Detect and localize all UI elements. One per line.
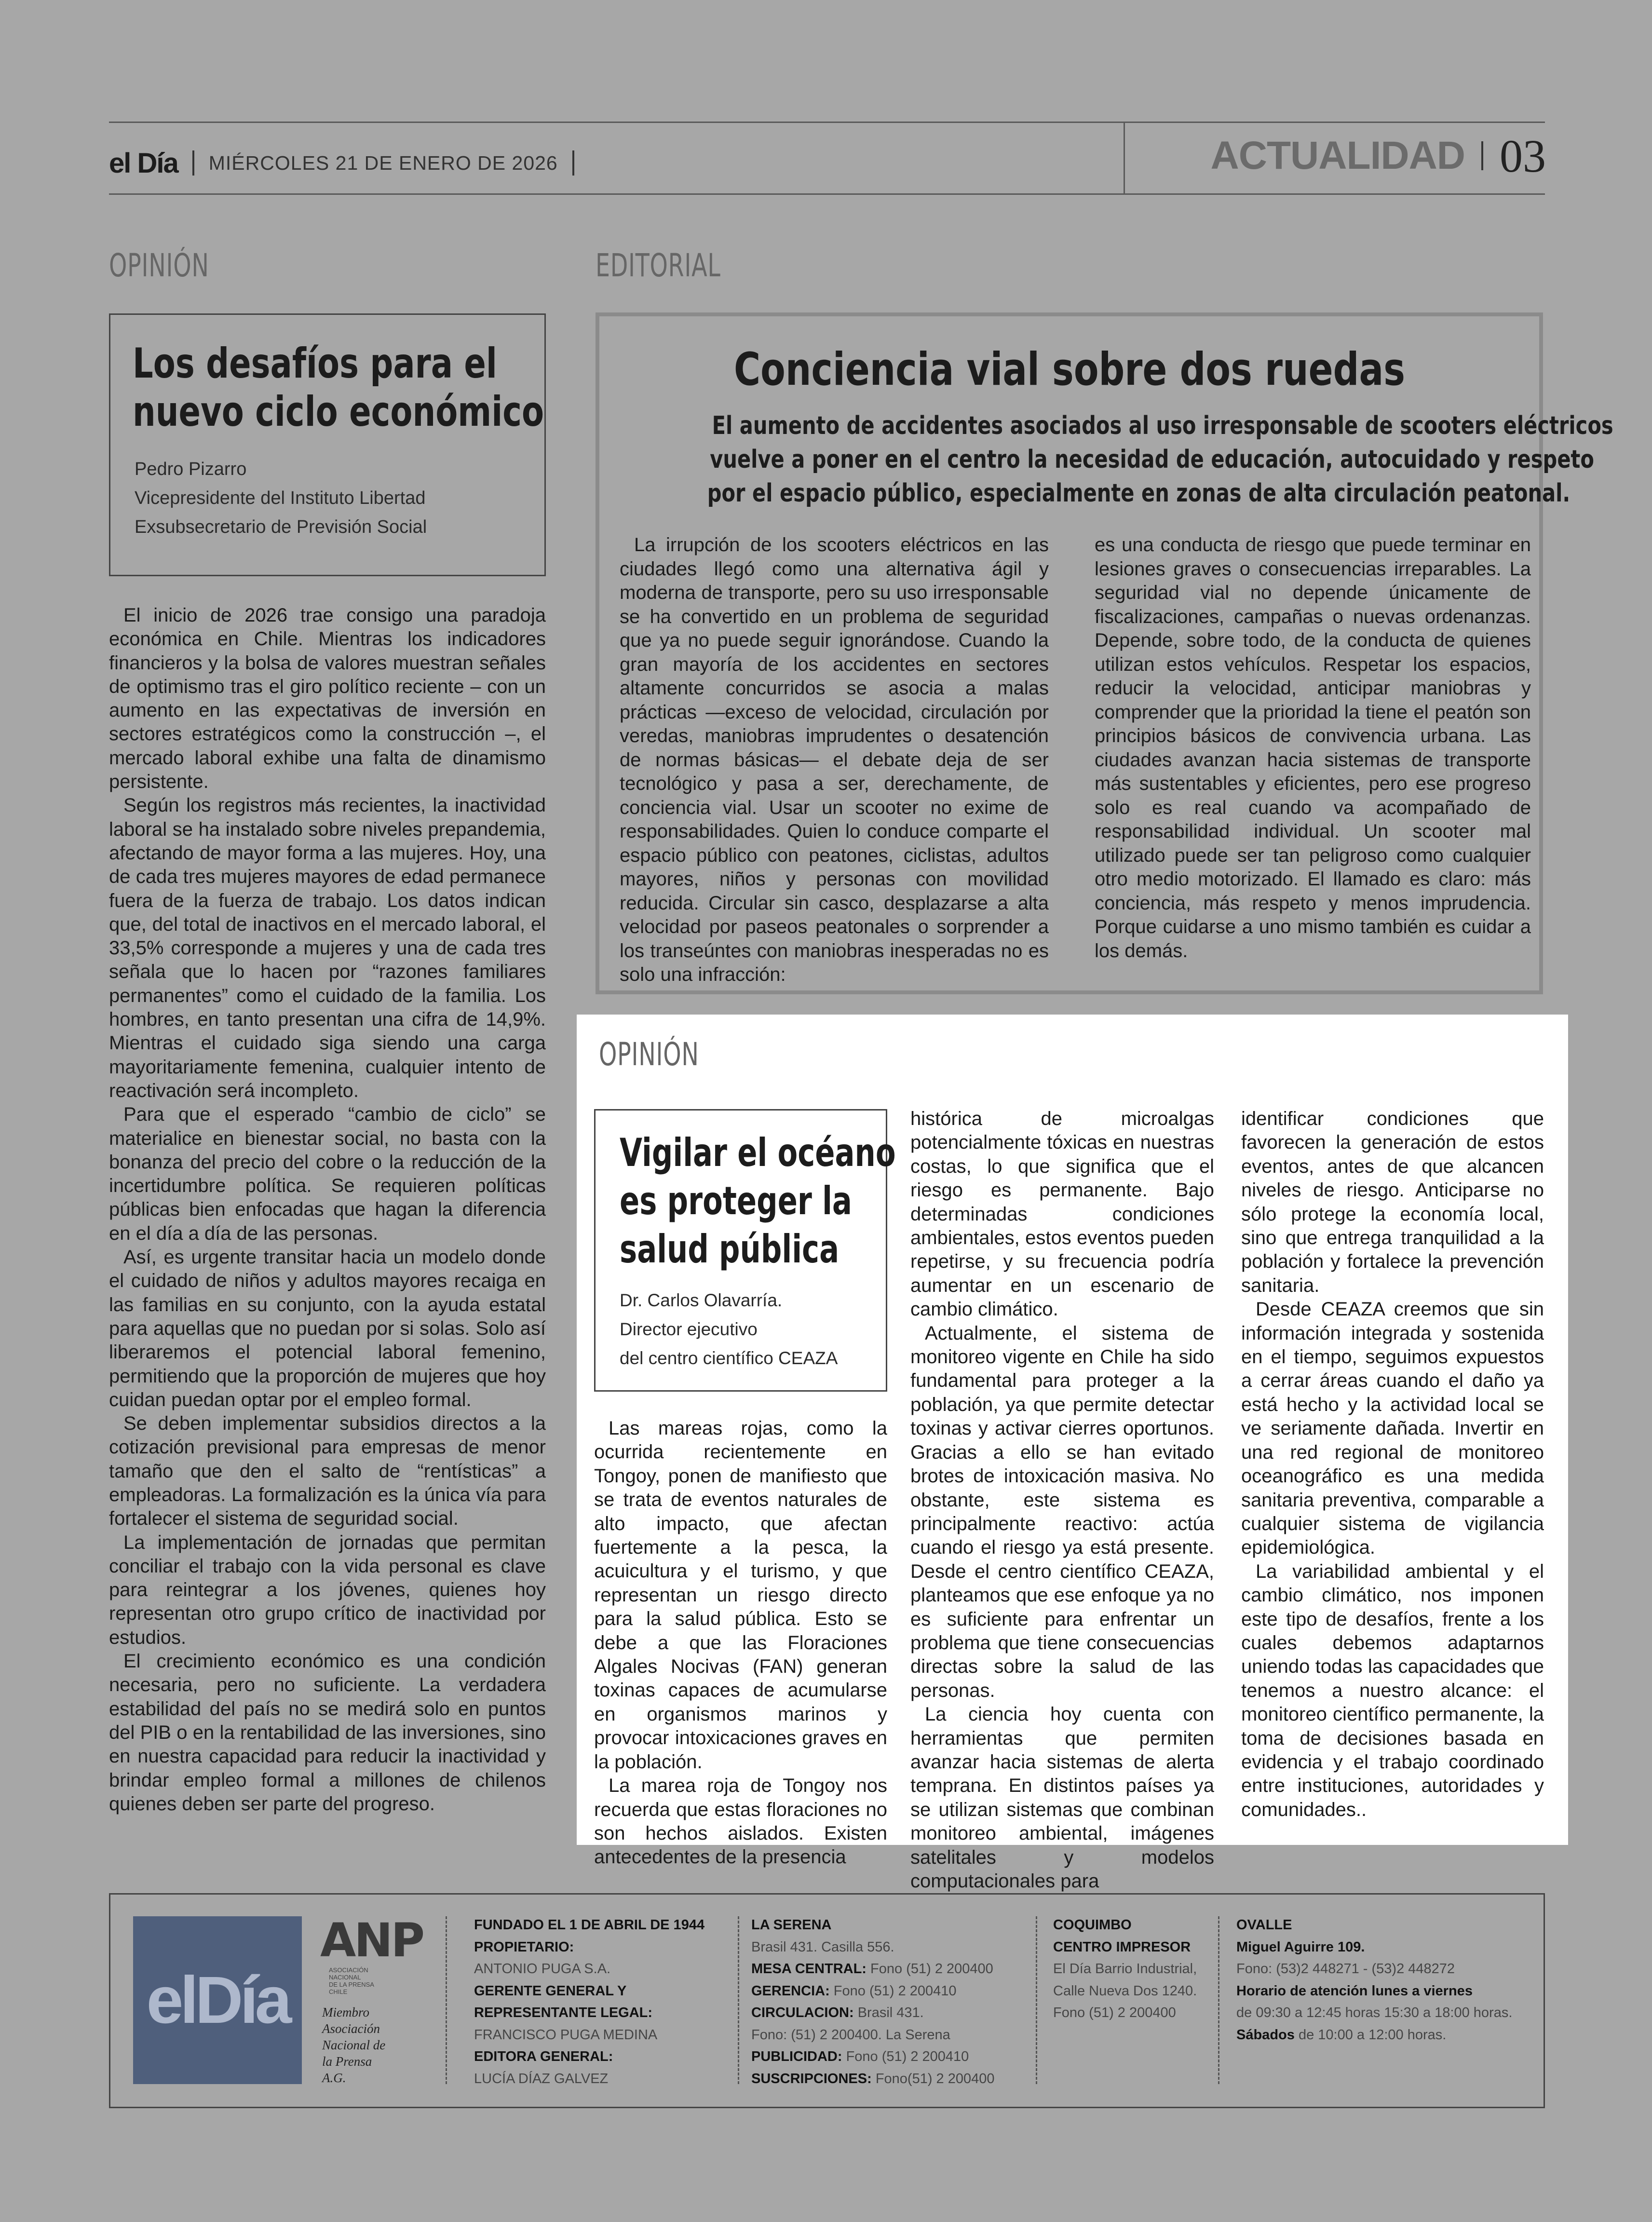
paragraph: histórica de microalgas potencialmente tóxicas en nuestras costas, lo que significa que el riesgo es permanente. Bajo determinadas condiciones ambientales, estos eventos pueden repetirse, y su frecuencia podría aumentar en un escenario de cambio climático. bbox=[910, 1108, 1214, 1320]
author-name: Dr. Carlos Olavarría. bbox=[620, 1290, 783, 1310]
contact-value: Fono: (53)2 448271 - (53)2 448272 bbox=[1236, 1961, 1455, 1977]
hours-label: Sábados bbox=[1236, 2027, 1295, 2043]
article-title-line: es proteger la bbox=[620, 1179, 852, 1223]
opinion-right-col-1 bbox=[594, 1417, 887, 1870]
brand-name: el Día bbox=[109, 147, 178, 179]
contact-value: Brasil 431. bbox=[857, 2005, 924, 2020]
paragraph: identificar condiciones que favorecen la generación de estos eventos, antes de que alcancen niveles de riesgo. Anticiparse no sólo protege la economía local, sino que entrega tranquilidad a la población y fortalece la prevención sanitaria. bbox=[1241, 1108, 1544, 1296]
header-bottom-rule bbox=[109, 193, 1545, 195]
founded-label: FUNDADO EL 1 DE ABRIL DE 1944 bbox=[474, 1917, 705, 1933]
opinion-kicker: OPINIÓN bbox=[109, 247, 209, 284]
footer-coquimbo bbox=[1053, 1914, 1197, 2024]
hours-label: Horario de atención lunes a viernes bbox=[1236, 1983, 1473, 1999]
author-name: Pedro Pizarro bbox=[135, 459, 247, 479]
paragraph: es una conducta de riesgo que puede terminar en lesiones graves o consecuencias irreparables. La seguridad vial no depende únicamente de fiscalizaciones, campañas o nuevas ordenanzas. Depende, sobre todo, de la conducta de quienes utilizan estos vehículos. Respetar los espacios, reducir la velocidad, anticipar maniobras y comprender que la prioridad la tiene el peatón son principios básicos de convivencia urbana. Las ciudades avanzan hacia sistemas de transporte más sustentables y eficientes, pero ese progreso solo es real cuando va acompañado de responsabilidad individual. Un scooter mal utilizado puede ser tan peligroso como cualquier otro medio motorizado. El llamado es claro: más conciencia, más respeto y menos imprudencia. Porque cuidarse a uno mismo también es cuidar a los demás. bbox=[1095, 534, 1531, 962]
contact-value: Fono (51) 2 200410 bbox=[846, 2049, 969, 2064]
opinion-right-title-box bbox=[594, 1109, 896, 1392]
article-title-line: salud pública bbox=[620, 1227, 840, 1272]
anp-mark: ANP bbox=[320, 1913, 423, 1967]
article-title-line: Los desafíos para el bbox=[133, 339, 497, 388]
anp-logo bbox=[320, 1913, 423, 1995]
footer-divider bbox=[1036, 1916, 1037, 2084]
office-address: Miguel Aguirre 109. bbox=[1236, 1939, 1365, 1955]
membership-line: Nacional de bbox=[322, 2038, 386, 2052]
manager-value: FRANCISCO PUGA MEDINA bbox=[474, 2027, 658, 2043]
logo-text: elDía bbox=[146, 1963, 289, 2037]
paragraph: Actualmente, el sistema de monitoreo vigente en Chile ha sido fundamental para proteger a la población, ya que permite detectar toxinas y activar cierres oportunos. Gracias a ello se han evitado brotes de intoxicación masiva. No obstante, este sistema es principalmente reactivo: actúa cuando el riesgo ya está presente. Desde el centro científico CEAZA, planteamos que ese enfoque ya no es suficiente para enfrentar un problema que tiene consecuencias directas sobre la salud de las personas. bbox=[910, 1322, 1214, 1701]
footer-ovalle bbox=[1236, 1914, 1512, 2046]
opinion-left-title-box bbox=[109, 313, 546, 576]
paragraph: Según los registros más recientes, la inactividad laboral se ha instalado sobre niveles prepandemia, afectando de mayor forma a las mujeres. Hoy, una de cada tres mujeres mayores de edad permanece fuera de la fuerza de trabajo. Los datos indican que, del total de inactivos en el mercado laboral, el 33,5% corresponde a mujeres y una de cada tres señala que lo hacen por “razones familiares permanentes” como el cuidado de la familia. Los hombres, en tanto presentan una cifra de 14,9%. Mientras el cuidado siga siendo una carga mayoritariamente femenina, cualquier intento de reactivación será incompleto. bbox=[109, 795, 546, 1101]
opinion-right-col-2 bbox=[910, 1107, 1214, 1893]
footer-divider bbox=[738, 1916, 739, 2084]
article-title-line: Vigilar el océano bbox=[620, 1130, 896, 1175]
contact-value: Fono (51) 2 200400 bbox=[1053, 2005, 1176, 2020]
owner-value: ANTONIO PUGA S.A. bbox=[474, 1961, 611, 1977]
editorial-title bbox=[599, 343, 1539, 396]
lead-line-text: El aumento de accidentes asociados al uso irresponsable de scooters eléctricos bbox=[712, 411, 1613, 440]
contact-value: Fono: (51) 2 200400. La Serena bbox=[751, 2027, 950, 2043]
office-title: OVALLE bbox=[1236, 1917, 1292, 1933]
issue-date: MIÉRCOLES 21 DE ENERO DE 2026 bbox=[208, 151, 558, 174]
contact-label: SUSCRIPCIONES: bbox=[751, 2071, 872, 2087]
author-role: del centro científico CEAZA bbox=[620, 1348, 838, 1368]
section-header bbox=[1211, 129, 1546, 182]
anp-small-line: NACIONAL bbox=[329, 1974, 361, 1981]
membership-line: la Prensa bbox=[322, 2054, 372, 2069]
office-title: COQUIMBO bbox=[1053, 1917, 1132, 1933]
paragraph: Para que el esperado “cambio de ciclo” se materialice en bienestar social, no basta con la bonanza del precio del cobre o la reducción de la incertidumbre política. Se requieren políticas públicas bien enfocadas que hagan la diferencia en el día a día de las personas. bbox=[109, 1104, 546, 1244]
footer-credits bbox=[474, 1914, 704, 2090]
opinion-right-col-3 bbox=[1241, 1107, 1544, 1822]
hours-value: de 10:00 a 12:00 horas. bbox=[1298, 2027, 1447, 2043]
office-address: Calle Nueva Dos 1240. bbox=[1053, 1983, 1197, 1999]
owner-label: PROPIETARIO: bbox=[474, 1939, 574, 1955]
hours-value: de 09:30 a 12:45 horas 15:30 a 18:00 horas. bbox=[1236, 2005, 1513, 2020]
anp-membership bbox=[322, 2004, 385, 2086]
paragraph: Se deben implementar subsidios directos a la cotización previsional para empresas de menor tamaño que den el salto de “rentísticas” a empleadoras. La formalización es la única vía para fortalecer el sistema de seguridad social. bbox=[109, 1413, 546, 1530]
editorial-col-1 bbox=[620, 533, 1049, 987]
paragraph: Desde CEAZA creemos que sin información integrada y sostenida en el tiempo, seguimos expuestos a cerrar áreas cuando el daño ya está hecho y la actividad local se ve seriamente dañada. Invertir en una red regional de monitoreo oceanográfico es una medida sanitaria preventiva, comparable a cualquier sistema de vigilancia epidemiológica. bbox=[1241, 1299, 1544, 1558]
membership-line: Miembro bbox=[322, 2005, 369, 2019]
paragraph: El inicio de 2026 trae consigo una paradoja económica en Chile. Mientras los indicadores financieros y la bolsa de valores muestran señales de optimismo tras el giro político reciente – con un aumento en las expectativas de inversión en sectores estratégicos como la construcción –, el mercado laboral exhibe una falta de dinamismo persistente. bbox=[109, 605, 546, 793]
footer-divider bbox=[1218, 1916, 1219, 2084]
editorial-kicker: EDITORIAL bbox=[596, 247, 721, 284]
office-title: LA SERENA bbox=[751, 1917, 832, 1933]
separator bbox=[192, 150, 194, 176]
contact-label: CIRCULACION: bbox=[751, 2005, 854, 2020]
manager-label: GERENTE GENERAL Y bbox=[474, 1983, 627, 1999]
paragraph: La implementación de jornadas que permitan conciliar el trabajo con la vida personal es clave para reintegrar a los jóvenes, quienes hoy representan otro grupo crítico de inactividad por estudios. bbox=[109, 1531, 546, 1648]
anp-small-line: ASOCIACIÓN bbox=[329, 1966, 368, 1974]
footer-divider bbox=[446, 1916, 447, 2084]
contact-label: PUBLICIDAD: bbox=[751, 2049, 842, 2064]
separator bbox=[572, 150, 574, 176]
membership-line: A.G. bbox=[322, 2071, 346, 2085]
editor-label: EDITORA GENERAL: bbox=[474, 2049, 613, 2064]
author-role: Director ejecutivo bbox=[620, 1319, 758, 1339]
newspaper-logo bbox=[133, 1916, 302, 2084]
paragraph: El crecimiento económico es una condición necesaria, pero no suficiente. La verdadera estabilidad del país no se medirá solo en puntos del PIB o en la rentabilidad de las inversiones, sino en nuestra capacidad para reducir la inactividad y brindar empleo formal a millones de chilenos quienes deben ser parte del progreso. bbox=[109, 1651, 546, 1815]
anp-small-line: CHILE bbox=[329, 1988, 348, 1995]
paragraph: La irrupción de los scooters eléctricos en las ciudades llegó como una alternativa ágil y moderna de transporte, pero su uso irresponsable se ha convertido en un problema de seguridad que ya no puede seguir ignorándose. Cuando la gran mayoría de los accidentes en sectores altamente concurridos se asocia a malas prácticas —exceso de velocidad, circulación por veredas, maniobras imprudentes o desatención de normas básicas— el debate deja de ser tecnológico y pasa a ser, derechamente, de conciencia vial. Usar un scooter no exime de responsabilidades. Quien lo conduce comparte el espacio público con peatones, ciclistas, adultos mayores, niños y personas con movilidad reducida. Circular sin casco, desplazarse a alta velocidad por paseos peatonales o sorprender a los transeúntes con maniobras inesperadas no es solo una infracción: bbox=[620, 534, 1049, 985]
page-number: 03 bbox=[1500, 130, 1546, 182]
editor-value: LUCÍA DÍAZ GALVEZ bbox=[474, 2071, 609, 2087]
lead-line bbox=[599, 409, 1613, 443]
footer-la-serena bbox=[751, 1914, 995, 2090]
contact-value: Fono (51) 2 200410 bbox=[833, 1983, 957, 1999]
editorial-lead bbox=[599, 409, 1613, 510]
manager-label: REPRESENTANTE LEGAL: bbox=[474, 2005, 653, 2020]
author-role: Vicepresidente del Instituto Libertad bbox=[135, 488, 426, 508]
separator bbox=[1481, 141, 1483, 170]
contact-value: Fono (51) 2 200400 bbox=[870, 1961, 993, 1977]
opinion-kicker: OPINIÓN bbox=[599, 1036, 699, 1073]
paragraph: La marea roja de Tongoy nos recuerda que estas floraciones no son hechos aislados. Existen antecedentes de la presencia bbox=[594, 1775, 887, 1868]
author-role: Exsubsecretario de Previsión Social bbox=[135, 517, 427, 537]
paragraph: Así, es urgente transitar hacia un modelo donde el cuidado de niños y adultos mayores recaiga en las familias en su conjunto, con la ayuda estatal para aquellas que no puedan por si solas. Solo así liberaremos el potencial laboral femenino, permitiendo que la proporción de mujeres que hoy cuidan puedan optar por el empleo formal. bbox=[109, 1246, 546, 1410]
paragraph: La variabilidad ambiental y el cambio climático, nos imponen este tipo de desafíos, frente a los cuales debemos adaptarnos uniendo todas las capacidades que tenemos a nuestro alcance: el monitoreo científico permanente, la toma de decisiones basada en evidencia y el trabajo coordinado entre instituciones, autoridades y comunidades.. bbox=[1241, 1560, 1544, 1820]
section-name: ACTUALIDAD bbox=[1210, 134, 1465, 177]
paragraph: La ciencia hoy cuenta con herramientas que permiten avanzar hacia sistemas de alerta temprana. En distintos países ya se utilizan sistemas que combinan monitoreo ambiental, imágenes satelitales y modelos computacionales para bbox=[910, 1704, 1214, 1892]
masthead bbox=[109, 144, 589, 182]
anp-small-text bbox=[329, 1966, 417, 1995]
office-address: El Día Barrio Industrial, bbox=[1053, 1961, 1197, 1977]
anp-small-line: DE LA PRENSA bbox=[329, 1981, 374, 1988]
contact-label: GERENCIA: bbox=[751, 1983, 830, 1999]
contact-value: Fono(51) 2 200400 bbox=[875, 2071, 995, 2087]
editorial-title-text: Conciencia vial sobre dos ruedas bbox=[733, 343, 1405, 396]
lead-line-text: por el espacio público, especialmente en zonas de alta circulación peatonal. bbox=[707, 479, 1571, 508]
lead-line bbox=[599, 476, 1571, 510]
lead-line-text: vuelve a poner en el centro la necesidad de educación, autocuidado y respeto bbox=[710, 445, 1594, 474]
opinion-left-body bbox=[109, 604, 546, 1816]
membership-line: Asociación bbox=[322, 2021, 380, 2036]
header-top-rule bbox=[109, 122, 1545, 123]
office-address: Brasil 431. Casilla 556. bbox=[751, 1939, 894, 1955]
paragraph: Las mareas rojas, como la ocurrida recientemente en Tongoy, ponen de manifiesto que se trata de eventos naturales de alto impacto, que afectan fuertemente a la pesca, la acuicultura y el turismo, y que representan un riesgo directo para la salud pública. Esto se debe a que las Floraciones Algales Nocivas (FAN) generan toxinas capaces de acumularse en organismos marinos y provocar intoxicaciones graves en la población. bbox=[594, 1418, 887, 1773]
editorial-box bbox=[596, 312, 1613, 994]
office-subtitle: CENTRO IMPRESOR bbox=[1053, 1939, 1191, 1955]
article-title-line: nuevo ciclo económico bbox=[133, 388, 544, 436]
lead-line bbox=[599, 443, 1594, 476]
header-divider bbox=[1124, 122, 1125, 195]
editorial-col-2 bbox=[1095, 533, 1531, 963]
contact-label: MESA CENTRAL: bbox=[751, 1961, 867, 1977]
